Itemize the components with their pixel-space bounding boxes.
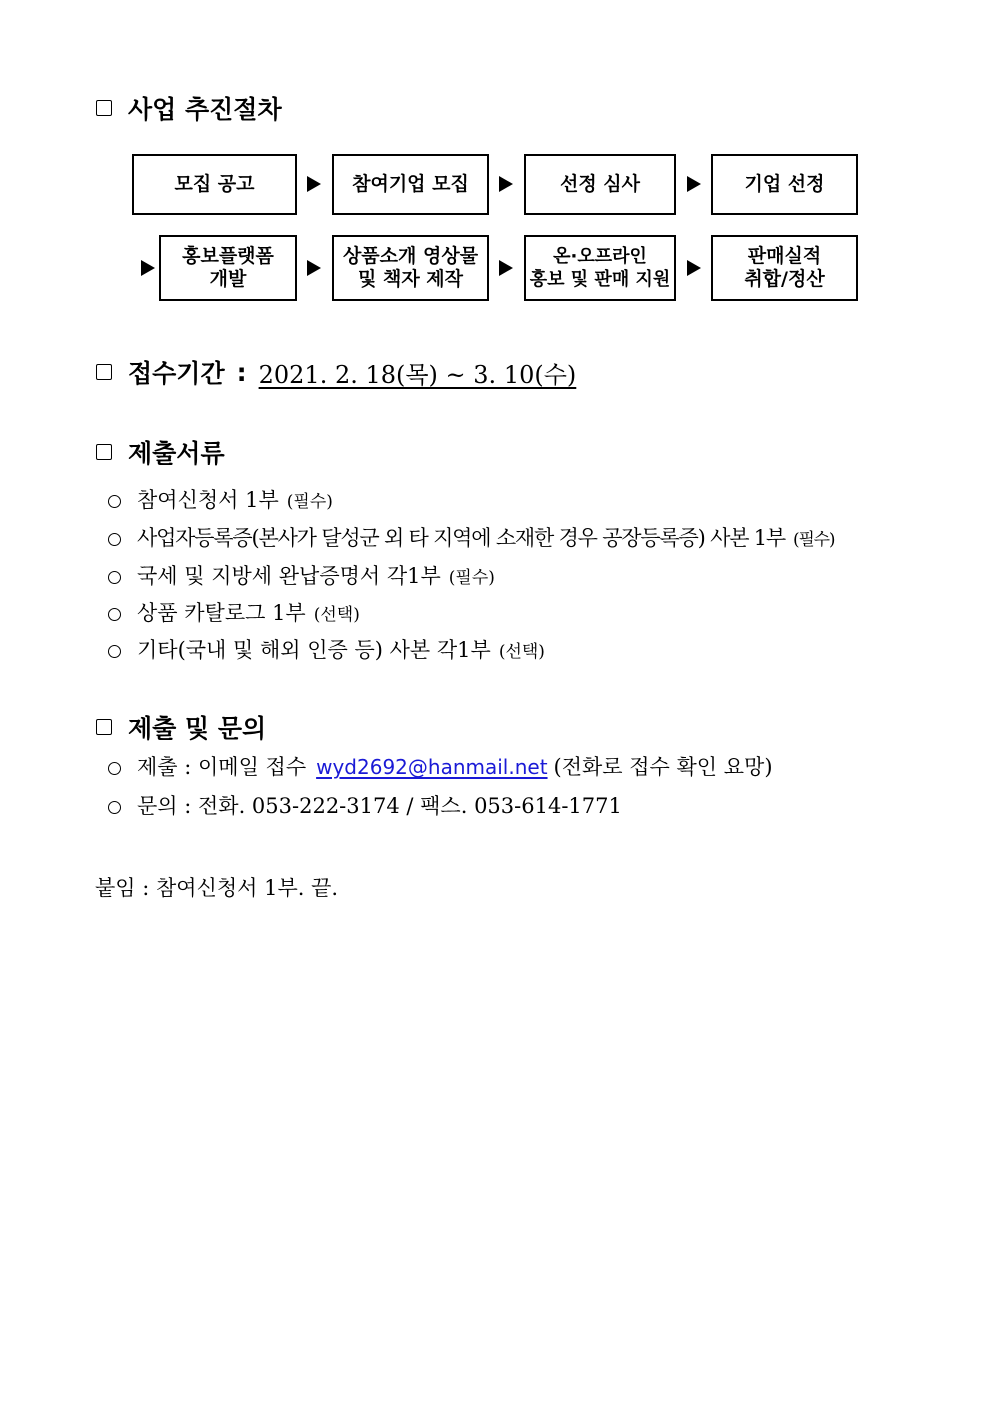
arrow-right-icon <box>141 260 155 276</box>
contact-heading <box>96 709 266 745</box>
step-platform-dev: 홍보플랫폼 개발 <box>159 235 297 301</box>
procedure-heading <box>96 90 282 126</box>
arrow-right-icon <box>687 260 701 276</box>
attachment-note: 붙임 : 참여신청서 1부. 끝. <box>95 876 339 900</box>
arrow-right-icon <box>499 260 513 276</box>
bullet-circle-icon <box>108 608 121 621</box>
bullet-circle-icon <box>108 533 121 546</box>
list-item: 기타(국내 및 해외 인증 등) 사본 각1부 (선택) <box>108 634 545 664</box>
step-recruit-notice: 모집 공고 <box>132 154 297 215</box>
step-review: 선정 심사 <box>524 154 676 215</box>
list-item: 문의 : 전화. 053-222-3174 / 팩스. 053-614-1771 <box>108 790 622 820</box>
list-item: 참여신청서 1부 (필수) <box>108 484 333 514</box>
bullet-circle-icon <box>108 495 121 508</box>
period-separator: : <box>236 357 247 387</box>
list-item: 상품 카탈로그 1부 (선택) <box>108 597 360 627</box>
list-item: 국세 및 지방세 완납증명서 각1부 (필수) <box>108 560 495 590</box>
arrow-right-icon <box>307 260 321 276</box>
step-sales-settlement: 판매실적 취합/정산 <box>711 235 858 301</box>
arrow-right-icon <box>687 176 701 192</box>
checkbox-square-icon <box>96 444 112 460</box>
checkbox-square-icon <box>96 100 112 116</box>
list-item: 제출 : 이메일 접수 wyd2692@hanmail.net (전화로 접수 확인 요망) <box>108 751 773 781</box>
step-video-booklet: 상품소개 영상물 및 책자 제작 <box>332 235 489 301</box>
list-item: 사업자등록증(본사가 달성군 외 타 지역에 소재한 경우 공장등록증) 사본 1부 (필수) <box>108 522 834 552</box>
documents-title: 제출서류 <box>128 439 225 468</box>
documents-heading <box>96 434 225 470</box>
procedure-title: 사업 추진절차 <box>128 95 282 124</box>
step-promotion-sales: 온·오프라인 홍보 및 판매 지원 <box>524 235 676 301</box>
period-value: 2021. 2. 18(목) ~ 3. 10(수) <box>258 360 577 389</box>
checkbox-square-icon <box>96 719 112 735</box>
checkbox-square-icon <box>96 364 112 380</box>
period-heading <box>96 354 576 390</box>
period-title: 접수기간 <box>128 359 225 388</box>
step-recruit-companies: 참여기업 모집 <box>332 154 489 215</box>
bullet-circle-icon <box>108 801 121 814</box>
bullet-circle-icon <box>108 571 121 584</box>
arrow-right-icon <box>499 176 513 192</box>
email-link[interactable]: wyd2692@hanmail.net <box>316 755 548 779</box>
step-selection: 기업 선정 <box>711 154 858 215</box>
arrow-right-icon <box>307 176 321 192</box>
bullet-circle-icon <box>108 762 121 775</box>
bullet-circle-icon <box>108 645 121 658</box>
contact-title: 제출 및 문의 <box>128 714 267 743</box>
